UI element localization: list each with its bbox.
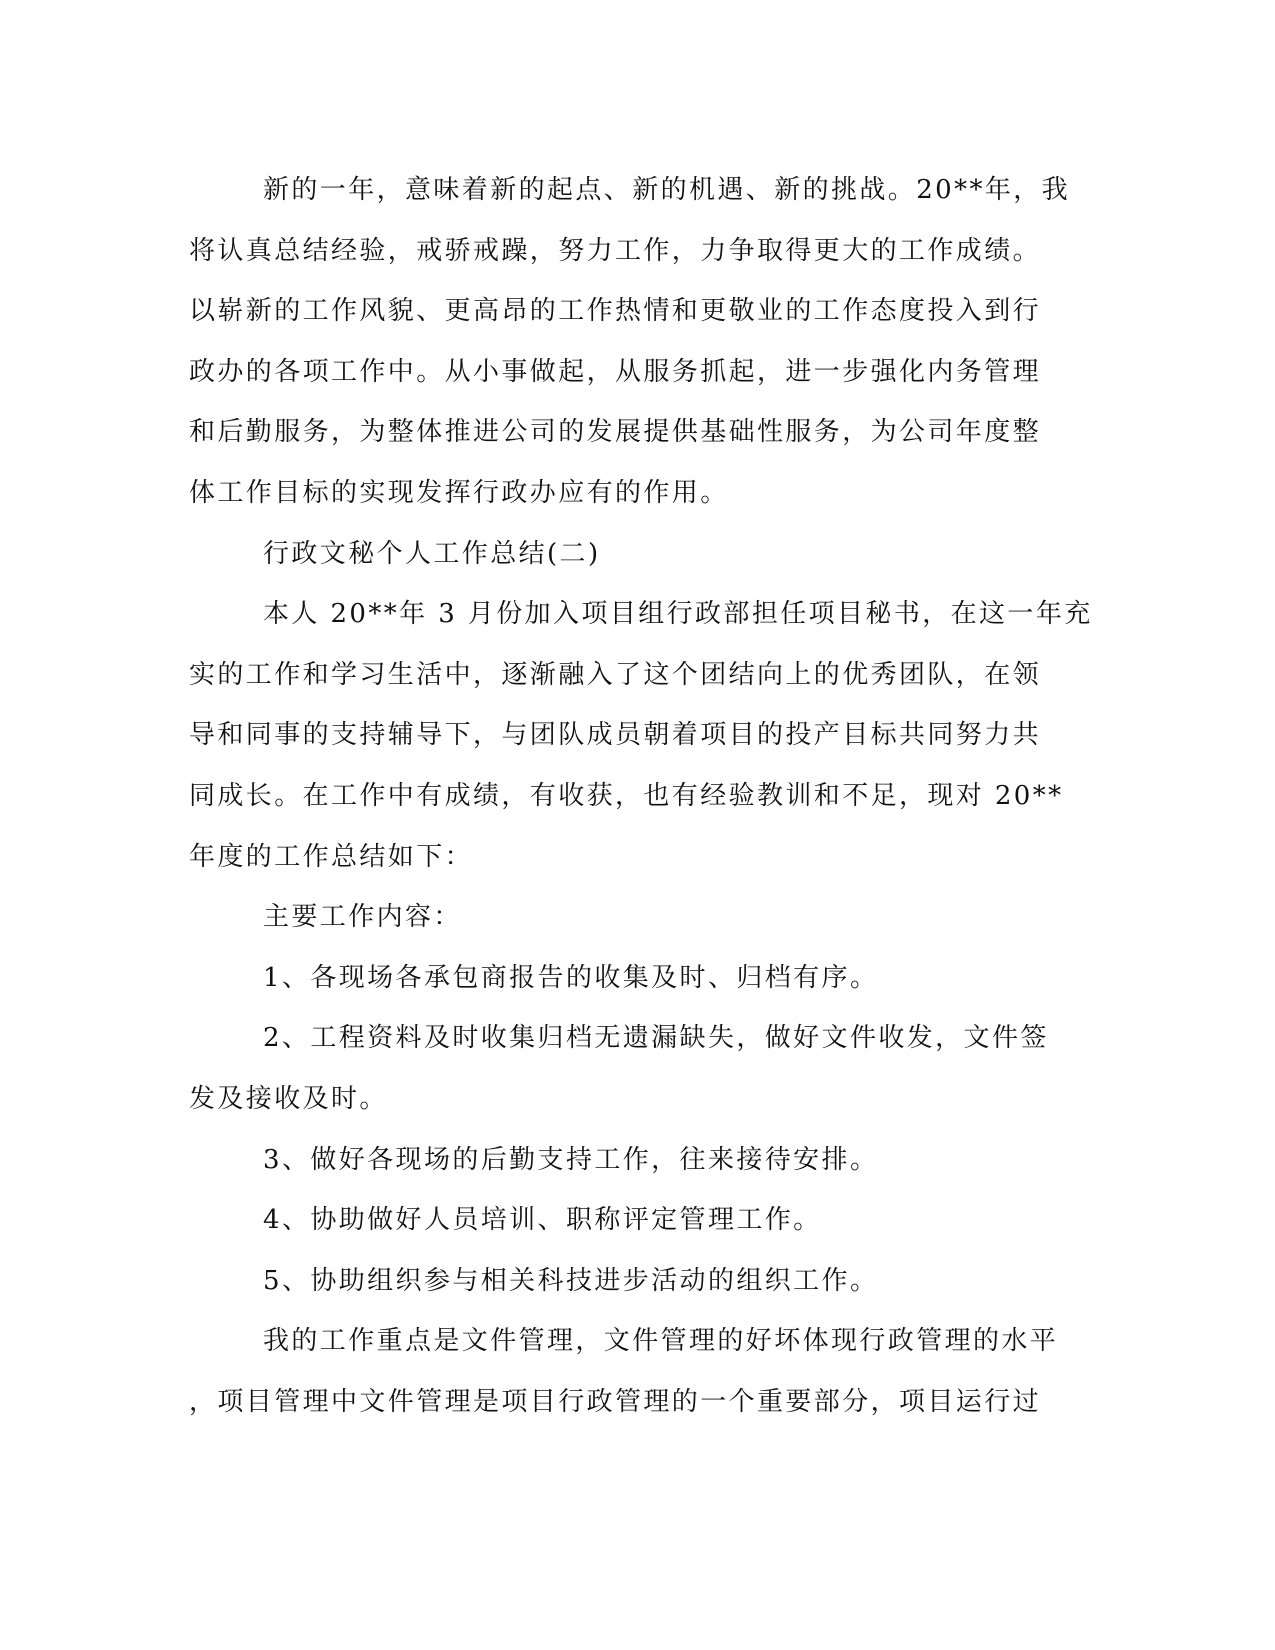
paragraph-line: 同成长。在工作中有成绩，有收获，也有经验教训和不足，现对 20** <box>189 780 1064 811</box>
paragraph-line: 导和同事的支持辅导下，与团队成员朝着项目的投产目标共同努力共 <box>189 720 1042 751</box>
list-item-continuation: 发及接收及时。 <box>189 1083 388 1114</box>
section-heading: 行政文秘个人工作总结(二) <box>263 538 601 569</box>
paragraph-line: 以崭新的工作风貌、更高昂的工作热情和更敬业的工作态度投入到行 <box>189 296 1042 327</box>
paragraph-line: ，项目管理中文件管理是项目行政管理的一个重要部分，项目运行过 <box>189 1386 1042 1417</box>
list-item: 5、协助组织参与相关科技进步活动的组织工作。 <box>263 1265 879 1296</box>
paragraph-line: 体工作目标的实现发挥行政办应有的作用。 <box>189 477 729 508</box>
list-item: 4、协助做好人员培训、职称评定管理工作。 <box>263 1205 822 1236</box>
list-item: 2、工程资料及时收集归档无遗漏缺失，做好文件收发，文件签 <box>263 1023 1049 1054</box>
paragraph-line: 我的工作重点是文件管理，文件管理的好坏体现行政管理的水平 <box>263 1326 1059 1357</box>
paragraph-line: 实的工作和学习生活中，逐渐融入了这个团结向上的优秀团队，在领 <box>189 659 1042 690</box>
paragraph-line: 年度的工作总结如下： <box>189 841 474 872</box>
paragraph-line: 本人 20**年 3 月份加入项目组行政部担任项目秘书，在这一年充 <box>263 599 1093 630</box>
list-heading: 主要工作内容： <box>263 902 462 933</box>
paragraph-line: 新的一年，意味着新的起点、新的机遇、新的挑战。20**年，我 <box>263 175 1071 205</box>
document-body <box>189 160 1093 1432</box>
paragraph-line: 和后勤服务，为整体推进公司的发展提供基础性服务，为公司年度整 <box>189 417 1042 448</box>
paragraph-line: 将认真总结经验，戒骄戒躁，努力工作，力争取得更大的工作成绩。 <box>189 235 1042 266</box>
list-item: 1、各现场各承包商报告的收集及时、归档有序。 <box>263 962 879 993</box>
paragraph-line: 政办的各项工作中。从小事做起，从服务抓起，进一步强化内务管理 <box>189 356 1042 387</box>
list-item: 3、做好各现场的后勤支持工作，往来接待安排。 <box>263 1144 879 1175</box>
